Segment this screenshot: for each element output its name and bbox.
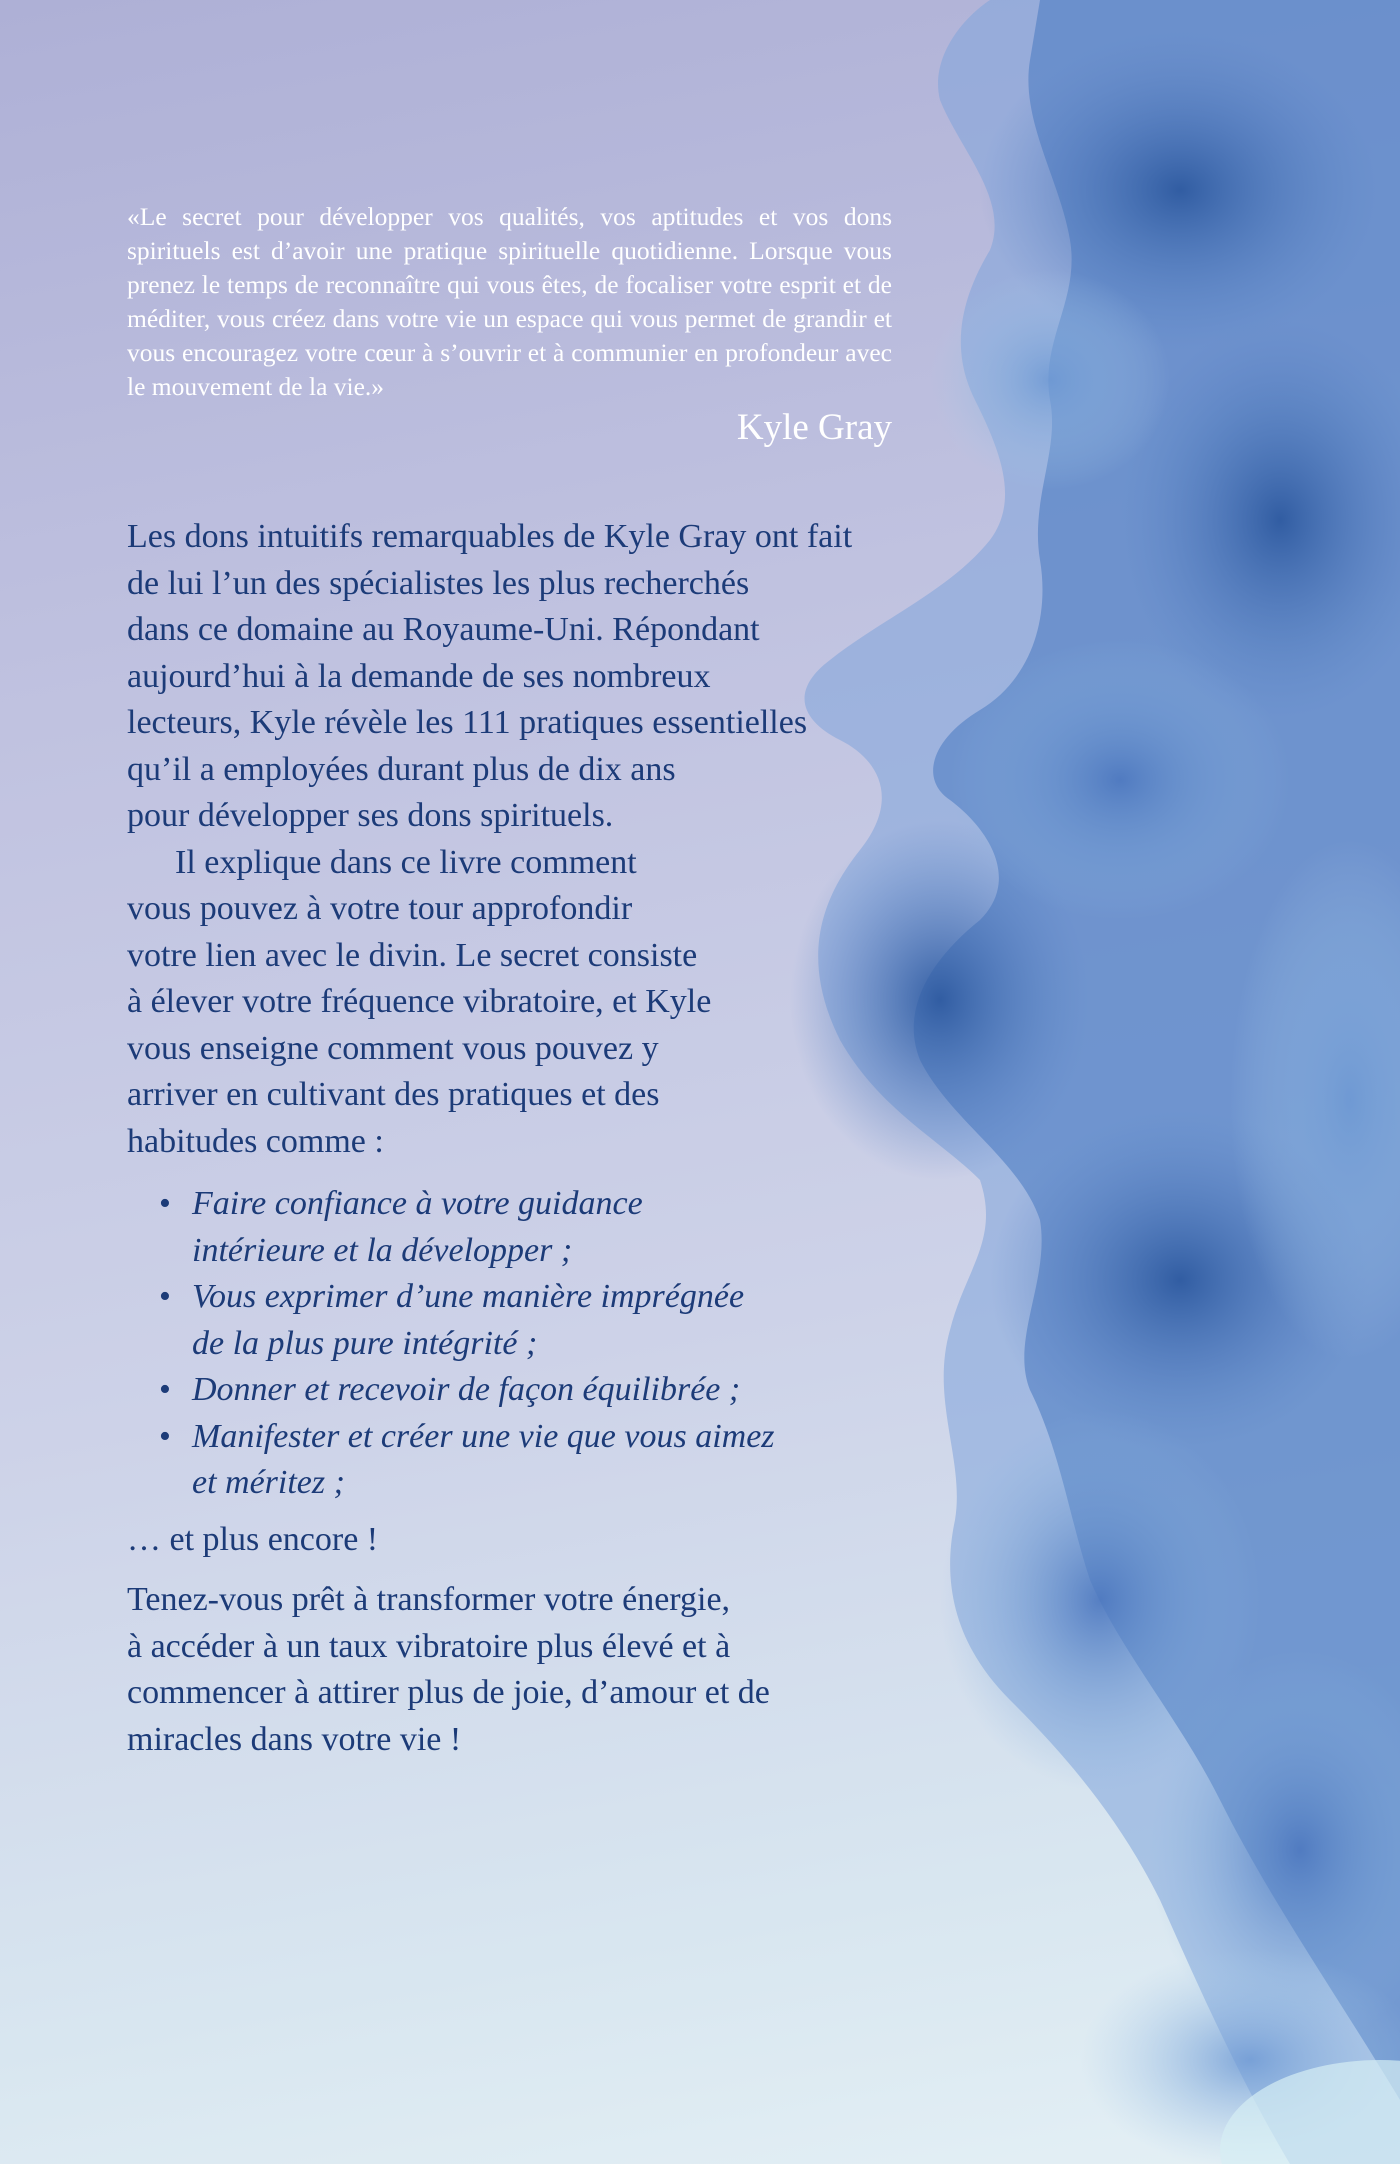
list-item bbox=[127, 1414, 1027, 1507]
list-item bbox=[127, 1367, 1027, 1414]
quote-text: «Le secret pour développer vos qualités, vos aptitudes et vos dons spirituels est d’avoir une pratique spirituelle quotidienne. Lorsque vous prenez le temps de reconnaître qui vous êtes, de focaliser votre esprit et de méditer, vous créez dans votre vie un espace qui vous permet de grandir et vous encouragez votre cœur à s’ouvrir et à communier en profondeur avec le mouvement de la vie.» bbox=[127, 202, 892, 401]
list-item-line: • Manifester et créer une vie que vous aimez bbox=[192, 1417, 775, 1455]
text-line: lecteurs, Kyle révèle les 111 pratiques essentielles bbox=[127, 704, 808, 741]
text-line: Tenez-vous prêt à transformer votre énergie, bbox=[127, 1581, 731, 1618]
text-line: miracles dans votre vie ! bbox=[127, 1720, 462, 1758]
list-item-line: et méritez ; bbox=[192, 1464, 345, 1501]
list-item-line: • Donner et recevoir de façon équilibrée ; bbox=[192, 1371, 741, 1408]
text-line: arriver en cultivant des pratiques et des bbox=[127, 1076, 660, 1113]
quote-author: Kyle Gray bbox=[736, 407, 892, 448]
text-line: Il explique dans ce livre comment bbox=[175, 843, 637, 881]
list-item-line: • Faire confiance à votre guidance bbox=[192, 1185, 643, 1222]
text-line: Les dons intuitifs remarquables de Kyle Gray ont fait bbox=[127, 518, 853, 555]
text-line: commencer à attirer plus de joie, d’amour et de bbox=[127, 1674, 770, 1711]
intro-paragraph bbox=[127, 514, 1027, 840]
book-description bbox=[127, 514, 1027, 1763]
second-paragraph bbox=[127, 840, 1027, 1166]
list-item-line: de la plus pure intégrité ; bbox=[192, 1324, 538, 1362]
list-item bbox=[127, 1181, 1027, 1274]
text-line: à accéder à un taux vibratoire plus élevé et à bbox=[127, 1627, 731, 1665]
list-item bbox=[127, 1274, 1027, 1367]
text-line: dans ce domaine au Royaume-Uni. Répondant bbox=[127, 611, 760, 648]
and-more-text: … et plus encore ! bbox=[127, 1520, 379, 1558]
text-line: pour développer ses dons spirituels. bbox=[127, 797, 614, 834]
text-line: votre lien avec le divin. Le secret consiste bbox=[127, 936, 698, 974]
text-line: de lui l’un des spécialistes les plus recherchés bbox=[127, 564, 750, 602]
list-item-line: intérieure et la développer ; bbox=[192, 1231, 573, 1269]
practices-list bbox=[127, 1181, 1027, 1507]
closing-paragraph bbox=[127, 1577, 1027, 1763]
text-line: à élever votre fréquence vibratoire, et Kyle bbox=[127, 983, 712, 1020]
text-line: qu’il a employées durant plus de dix ans bbox=[127, 750, 676, 788]
text-line: habitudes comme : bbox=[127, 1122, 384, 1160]
epigraph-quote bbox=[127, 200, 892, 404]
list-item-line: • Vous exprimer d’une manière imprégnée bbox=[192, 1278, 745, 1315]
text-line: vous enseigne comment vous pouvez y bbox=[127, 1029, 659, 1067]
text-line: vous pouvez à votre tour approfondir bbox=[127, 890, 633, 927]
text-line: aujourd’hui à la demande de ses nombreux bbox=[127, 657, 711, 695]
